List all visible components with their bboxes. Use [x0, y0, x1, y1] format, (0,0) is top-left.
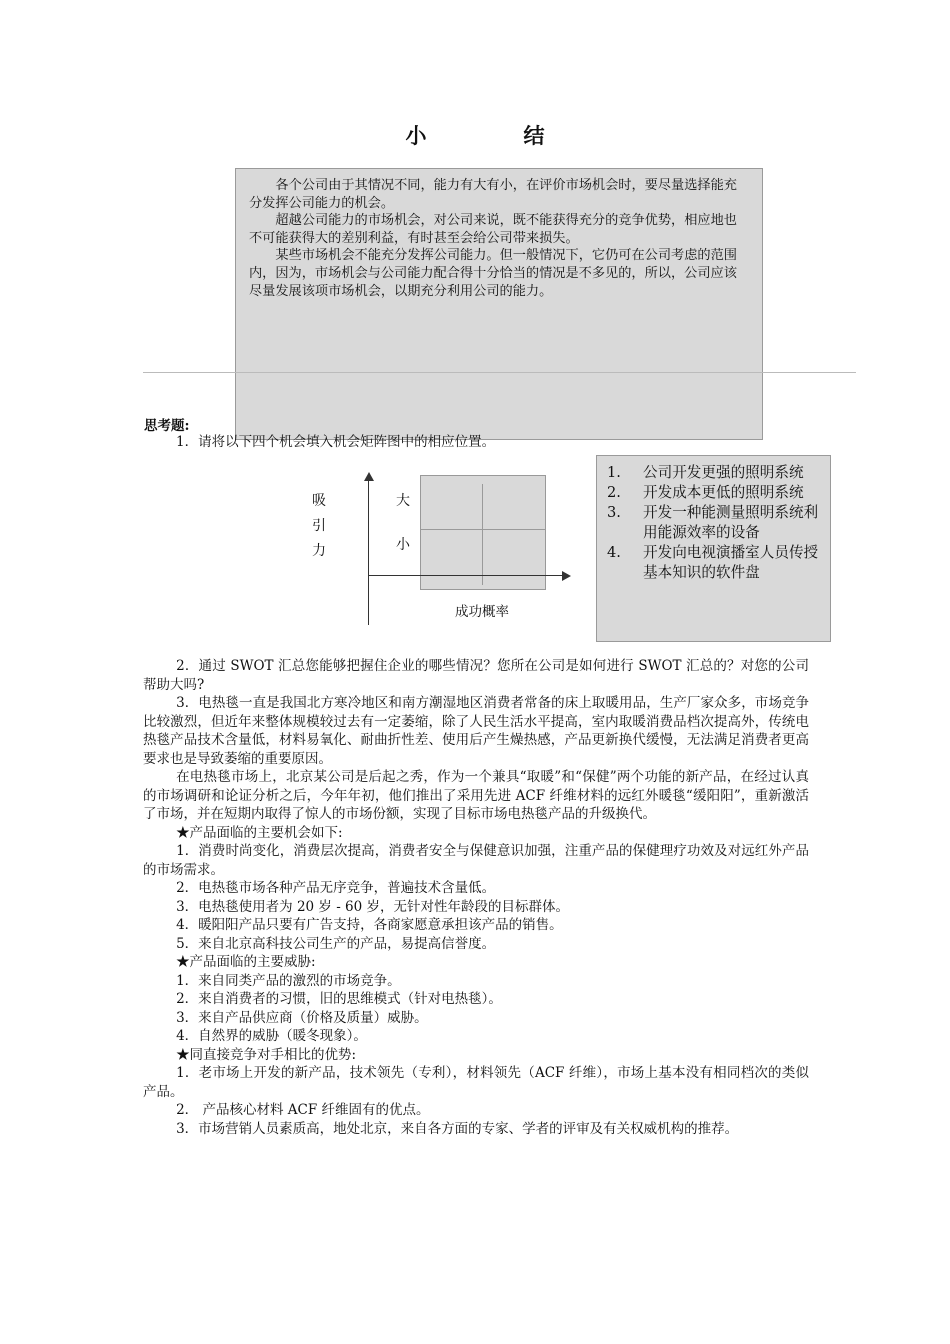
option-text: 开发成本更低的照明系统 [643, 484, 804, 501]
body-paragraph: 4．自然界的威胁（暖冬现象）。 [176, 1028, 367, 1044]
option-item [607, 503, 822, 543]
option-number: 2. [607, 484, 621, 501]
body-paragraph: 1．老市场上开发的新产品，技术领先（专利），材料领先（ACF 纤维），市场上基本没有相同档次的类似产品。 [143, 1065, 809, 1100]
option-text: 开发一种能测量照明系统利用能源效率的设备 [643, 504, 819, 541]
option-text: 开发向电视演播室人员传授基本知识的软件盘 [643, 544, 819, 581]
option-number: 3. [607, 504, 621, 521]
y-axis-line [368, 480, 369, 625]
body-paragraph: ★产品面临的主要威胁: [176, 954, 316, 970]
matrix-grid-vertical-divider [482, 484, 483, 585]
option-item [607, 463, 822, 483]
matrix-grid [420, 475, 546, 590]
body-paragraph: 3．来自产品供应商（价格及质量）威胁。 [176, 1009, 428, 1026]
option-number: 4. [607, 544, 621, 561]
summary-paragraph: 某些市场机会不能充分发挥公司能力。但一般情况下，它仍可在公司考虑的范围内，因为，市场机会与公司能力配合得十分恰当的情况是不多见的，所以，公司应该尽量发展该项市场机会，以期充分利用公司的能力。 [249, 248, 737, 299]
body-paragraph: 3．市场营销人员素质高，地处北京，来自各方面的专家、学者的评审及有关权威机构的推荐。 [176, 1120, 739, 1137]
opportunity-options-box [596, 455, 831, 642]
body-paragraph: 在电热毯市场上，北京某公司是后起之秀，作为一个兼具“取暖”和“保健”两个功能的新产品，在经过认真的市场调研和论证分析之后，今年年初，他们推出了采用先进 ACF 纤维材料的远红外暖毯“缓阳阳”，重新激活了市场，并在短期内取得了惊人的市场份额，实现了目标市场电热毯产品的升级换代。 [143, 769, 809, 822]
y-high-label: 大 [396, 493, 410, 509]
page-title: 小 结 [405, 123, 583, 148]
option-item [607, 543, 822, 583]
body-paragraph: 2． 产品核心材料 ACF 纤维固有的优点。 [176, 1102, 430, 1118]
y-axis-label-char: 吸 [312, 493, 326, 509]
option-item [607, 483, 822, 503]
body-paragraph: 2．通过 SWOT 汇总您能够把握住企业的哪些情况？您所在公司是如何进行 SWOT 汇总的？对您的公司帮助大吗? [143, 658, 809, 693]
summary-box [235, 168, 763, 440]
y-low-label: 小 [396, 537, 410, 553]
body-paragraph: 3．电热毯使用者为 20 岁 - 60 岁，无针对性年龄段的目标群体。 [176, 898, 570, 915]
body-paragraph: 4．暖阳阳产品只要有广告支持，各商家愿意承担该产品的销售。 [176, 917, 563, 933]
opportunity-matrix [310, 470, 580, 628]
y-axis-label-char: 力 [312, 543, 326, 559]
body-paragraph: 3．电热毯一直是我国北方寒冷地区和南方潮湿地区消费者常备的床上取暖用品，生产厂家众多，市场竞争比较激烈，但近年来整体规模较过去有一定萎缩，除了人民生活水平提高，室内取暖消费品档次提高外，传统电热毯产品技术含量低，材料易氧化、耐曲折性差、使用后产生燥热感，产品更新换代缓慢，无法满足消费者更高要求也是导致萎缩的重要原因。 [143, 695, 809, 767]
body-text [143, 657, 809, 1138]
body-paragraph: 2．电热毯市场各种产品无序竞争，普遍技术含量低。 [176, 880, 496, 896]
matrix-grid-horizontal-divider [420, 529, 546, 530]
x-axis-arrow-icon [562, 571, 571, 581]
y-axis-label [310, 489, 328, 564]
body-paragraph: 1．来自同类产品的激烈的市场竞争。 [176, 972, 401, 989]
summary-paragraph: 各个公司由于其情况不同，能力有大有小，在评价市场机会时，要尽量选择能充分发挥公司能力的机会。 [249, 178, 737, 211]
x-axis-label: 成功概率 [455, 604, 509, 620]
option-text: 公司开发更强的照明系统 [643, 464, 804, 481]
y-axis-arrow-icon [364, 472, 374, 481]
divider [143, 372, 856, 373]
body-paragraph: 2．来自消费者的习惯，旧的思维模式（针对电热毯）。 [176, 991, 502, 1007]
x-axis-line [368, 575, 564, 576]
questions-heading: 思考题: [144, 418, 190, 434]
body-paragraph: 5．来自北京高科技公司生产的产品，易提高信誉度。 [176, 935, 496, 952]
question-1: 1．请将以下四个机会填入机会矩阵图中的相应位置。 [176, 434, 496, 450]
body-paragraph: ★产品面临的主要机会如下: [176, 824, 343, 841]
y-axis-label-char: 引 [312, 518, 326, 534]
option-number: 1. [607, 464, 621, 481]
summary-paragraph: 超越公司能力的市场机会，对公司来说，既不能获得充分的竞争优势，相应地也不可能获得大的差别利益，有时甚至会给公司带来损失。 [249, 213, 737, 246]
body-paragraph: 1．消费时尚变化，消费层次提高，消费者安全与保健意识加强，注重产品的保健理疗功效及对远红外产品的市场需求。 [143, 843, 809, 878]
body-paragraph: ★同直接竞争对手相比的优势: [176, 1046, 357, 1063]
